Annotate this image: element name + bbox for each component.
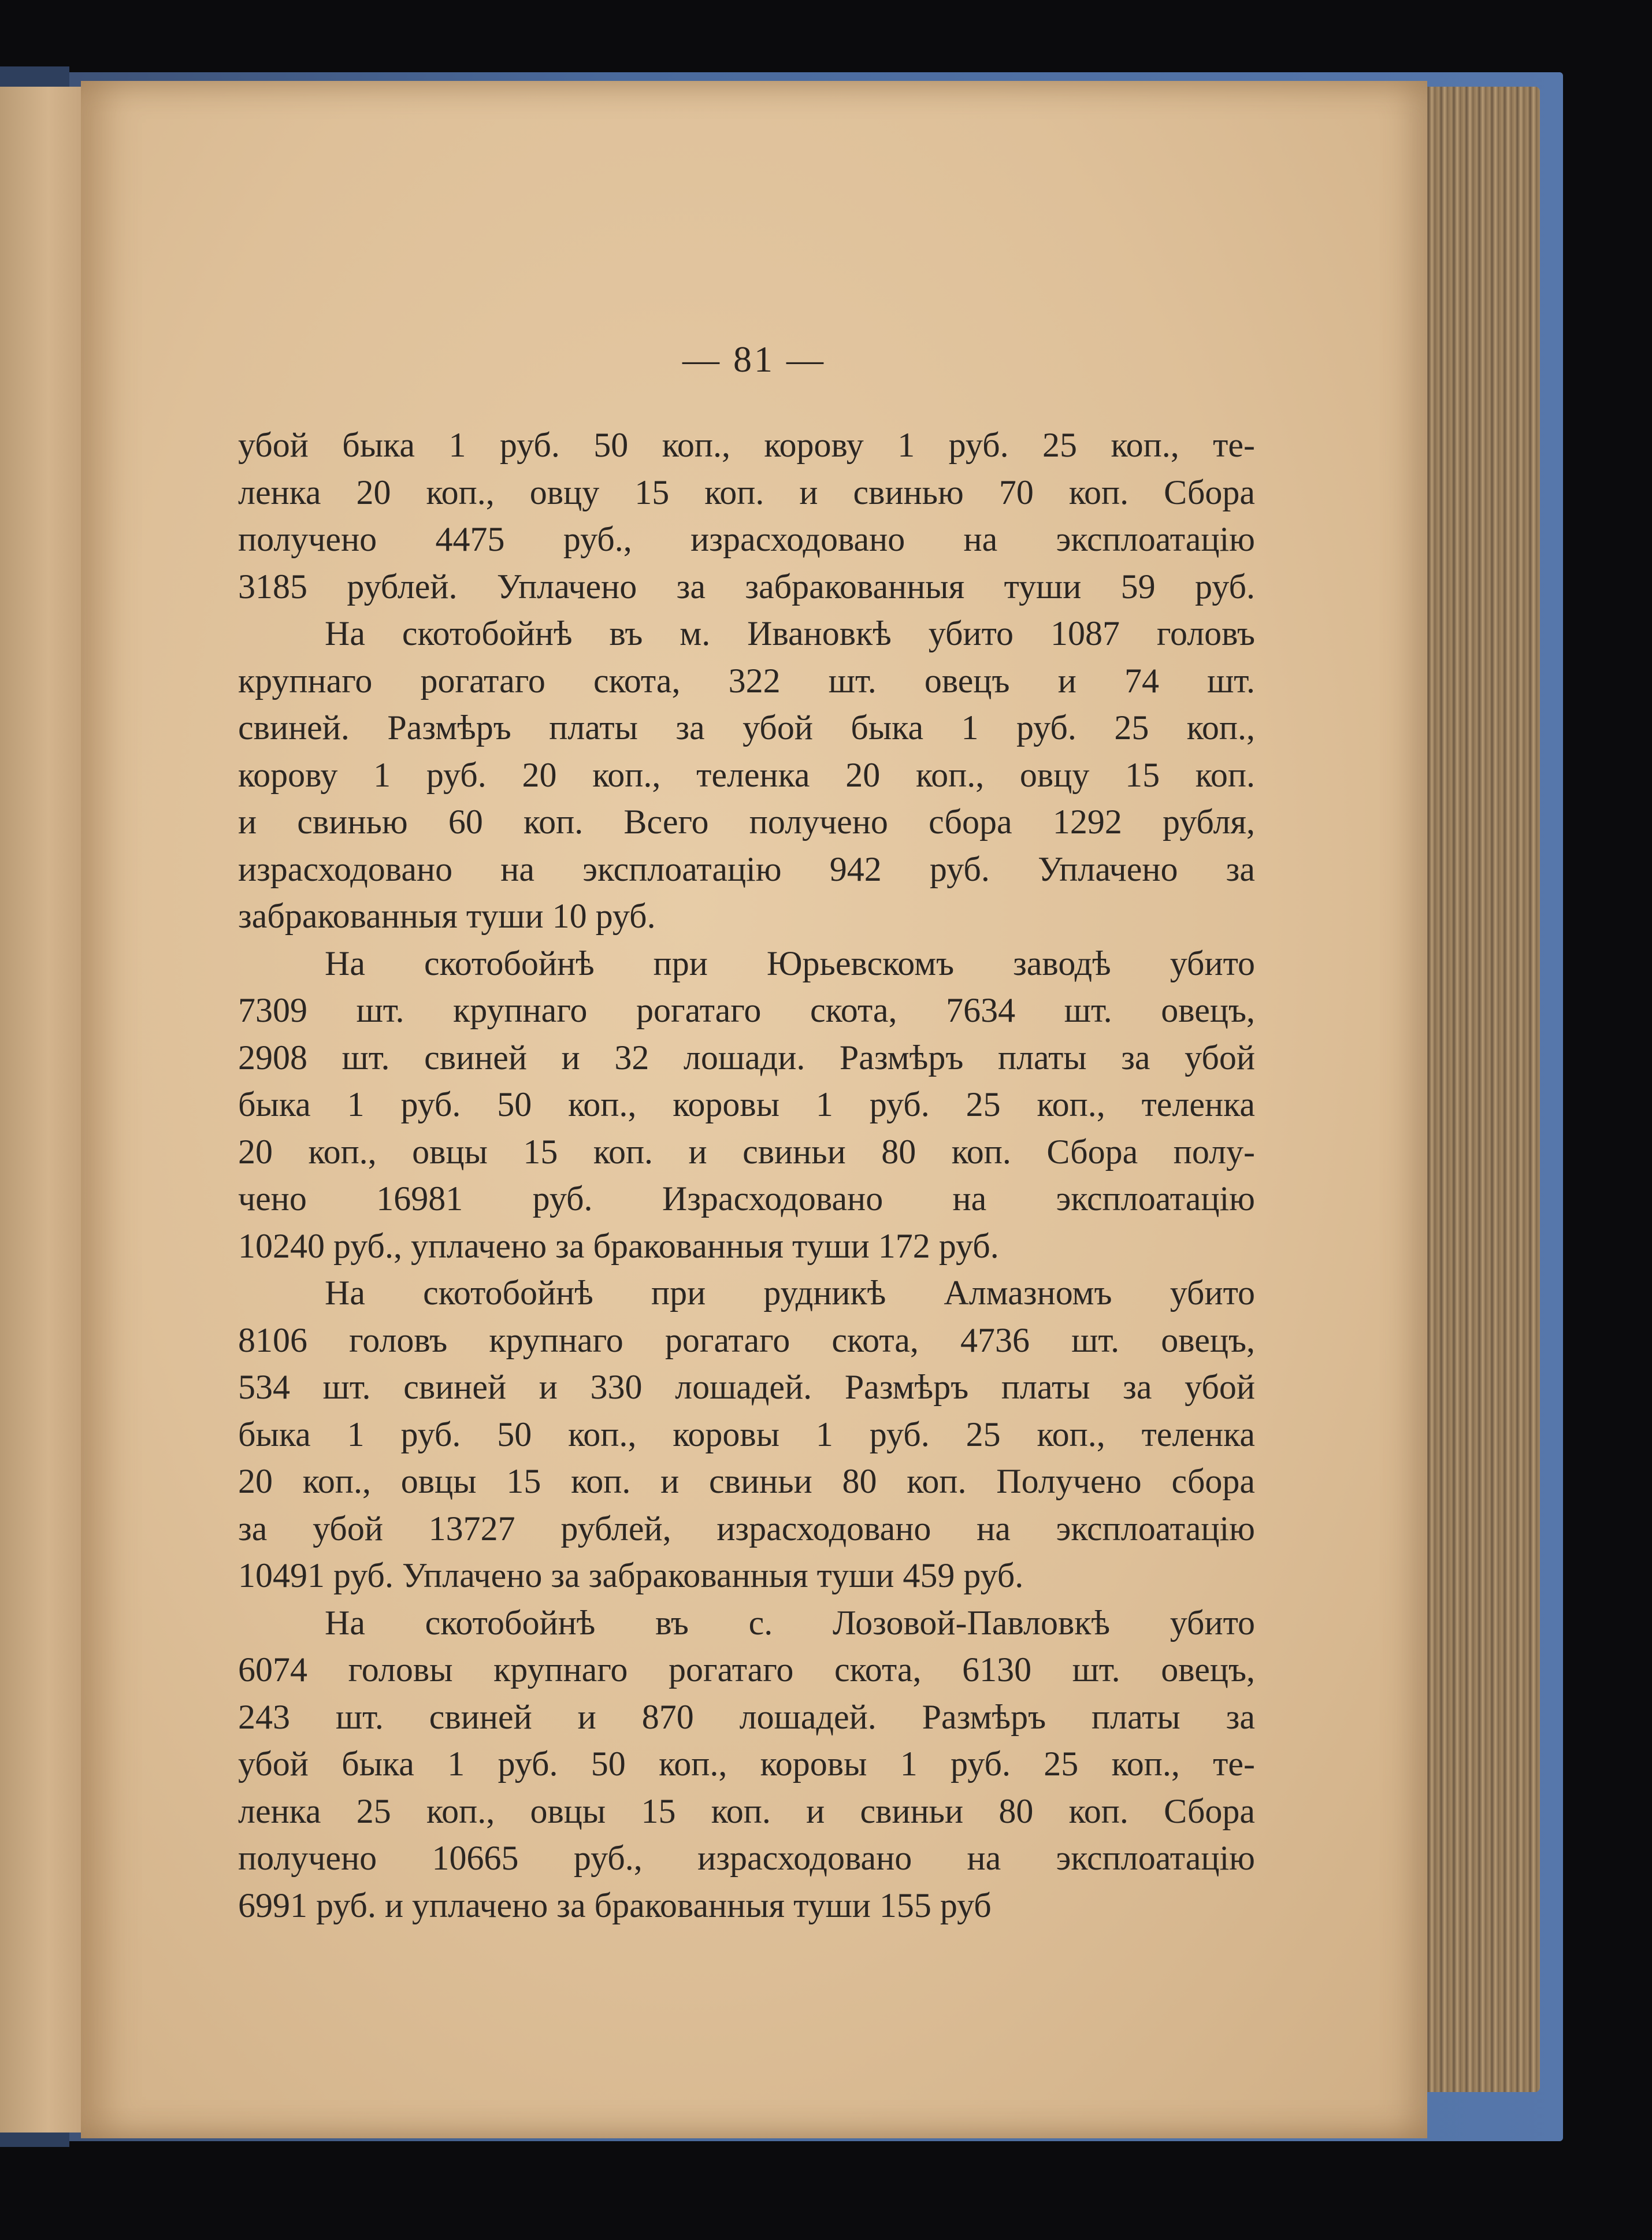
text-line: 6074 головы крупнаго рогатаго скота, 6130 шт. овецъ, [238, 1651, 1255, 1689]
book-page [81, 81, 1427, 2138]
text-line: На скотобойнѣ при Юрьевскомъ заводѣ убито [325, 944, 1255, 982]
text-line: убой быка 1 руб. 50 коп., коровы 1 руб. 25 коп., те- [238, 1745, 1255, 1783]
text-line: 20 коп., овцы 15 коп. и свиньи 80 коп. Получено сбора [238, 1462, 1255, 1500]
text-line: 3185 рублей. Уплачено за забракованныя туши 59 руб. [238, 567, 1255, 606]
body-text [238, 422, 1255, 1929]
text-line: свиней. Размѣръ платы за убой быка 1 руб. 25 коп., [238, 709, 1255, 747]
text-line: быка 1 руб. 50 коп., коровы 1 руб. 25 коп., теленка [238, 1415, 1255, 1453]
text-line: крупнаго рогатаго скота, 322 шт. овецъ и 74 шт. [238, 661, 1255, 700]
text-line: 2908 шт. свиней и 32 лошади. Размѣръ платы за убой [238, 1038, 1255, 1077]
paragraph [238, 422, 1255, 610]
text-line: На скотобойнѣ въ с. Лозовой-Павловкѣ убито [325, 1603, 1255, 1642]
text-line: 243 шт. свиней и 870 лошадей. Размѣръ платы за [238, 1697, 1255, 1736]
text-line: и свинью 60 коп. Всего получено сбора 1292 рубля, [238, 803, 1255, 841]
text-line: забракованныя туши 10 руб. [238, 897, 656, 935]
paragraph [238, 1270, 1255, 1600]
text-line: 534 шт. свиней и 330 лошадей. Размѣръ платы за убой [238, 1368, 1255, 1406]
text-line: получено 10665 руб., израсходовано на эксплоатацію [238, 1839, 1255, 1877]
page-number: — 81 — [682, 339, 826, 380]
text-line: 20 коп., овцы 15 коп. и свиньи 80 коп. Сбора полу- [238, 1132, 1255, 1171]
text-line: израсходовано на эксплоатацію 942 руб. Уплачено за [238, 850, 1255, 888]
text-line: 10491 руб. Уплачено за забракованныя туши 459 руб. [238, 1556, 1024, 1594]
paragraph [238, 610, 1255, 940]
text-line: 7309 шт. крупнаго рогатаго скота, 7634 шт. овецъ, [238, 991, 1255, 1029]
text-line: 10240 руб., уплачено за бракованныя туши 172 руб. [238, 1226, 999, 1265]
text-line: На скотобойнѣ въ м. Ивановкѣ убито 1087 головъ [325, 614, 1255, 652]
text-line: быка 1 руб. 50 коп., коровы 1 руб. 25 коп., теленка [238, 1085, 1255, 1123]
page-stack-edge [1410, 87, 1540, 2092]
text-line: ленка 20 коп., овцу 15 коп. и свинью 70 коп. Сбора [238, 473, 1255, 511]
paragraph [238, 1600, 1255, 1930]
facing-page-edge [0, 87, 81, 2133]
text-line: убой быка 1 руб. 50 коп., корову 1 руб. 25 коп., те- [238, 426, 1255, 464]
text-line: ленка 25 коп., овцы 15 коп. и свиньи 80 коп. Сбора [238, 1792, 1255, 1830]
paragraph [238, 940, 1255, 1270]
text-line: 6991 руб. и уплачено за бракованныя туши 155 руб [238, 1886, 992, 1924]
text-line: корову 1 руб. 20 коп., теленка 20 коп., овцу 15 коп. [238, 755, 1255, 794]
text-line: чено 16981 руб. Израсходовано на эксплоатацію [238, 1180, 1255, 1218]
text-line: за убой 13727 рублей, израсходовано на эксплоатацію [238, 1509, 1255, 1548]
text-line: получено 4475 руб., израсходовано на эксплоатацію [238, 520, 1255, 558]
text-line: На скотобойнѣ при рудникѣ Алмазномъ убито [325, 1274, 1255, 1312]
text-line: 8106 головъ крупнаго рогатаго скота, 4736 шт. овецъ, [238, 1321, 1255, 1359]
